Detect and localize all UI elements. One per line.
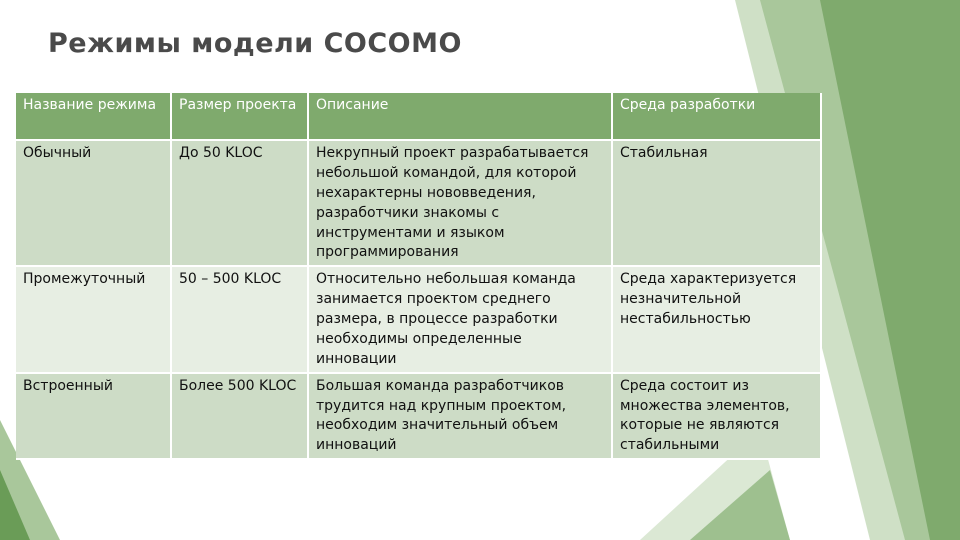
cell-description: Большая команда разработчиков трудится над крупным проектом, необходим значительный объем инноваций [308,373,612,460]
cell-mode-name: Встроенный [16,373,171,460]
cell-description: Некрупный проект разрабатывается небольшой командой, для которой нехарактерны нововведения, разработчики знакомы с инструментами и языком программирования [308,140,612,266]
header-mode-name: Название режима [16,93,171,140]
table-row [16,373,821,460]
table-header-row [16,93,821,140]
page-title: Режимы модели COCOMO [48,28,462,59]
header-project-size: Размер проекта [171,93,308,140]
cell-description: Относительно небольшая команда занимается проектом среднего размера, в процессе разработки необходимы определенные инновации [308,266,612,372]
cell-environment: Среда характеризуется незначительной нестабильностью [612,266,821,372]
cell-project-size: До 50 KLOC [171,140,308,266]
cell-mode-name: Обычный [16,140,171,266]
cell-project-size: 50 – 500 KLOC [171,266,308,372]
cocomo-modes-table [16,93,822,460]
cell-environment: Стабильная [612,140,821,266]
cell-project-size: Более 500 KLOC [171,373,308,460]
cell-environment: Среда состоит из множества элементов, которые не являются стабильными [612,373,821,460]
cell-mode-name: Промежуточный [16,266,171,372]
table-row [16,266,821,372]
header-description: Описание [308,93,612,140]
table-row [16,140,821,266]
header-environment: Среда разработки [612,93,821,140]
